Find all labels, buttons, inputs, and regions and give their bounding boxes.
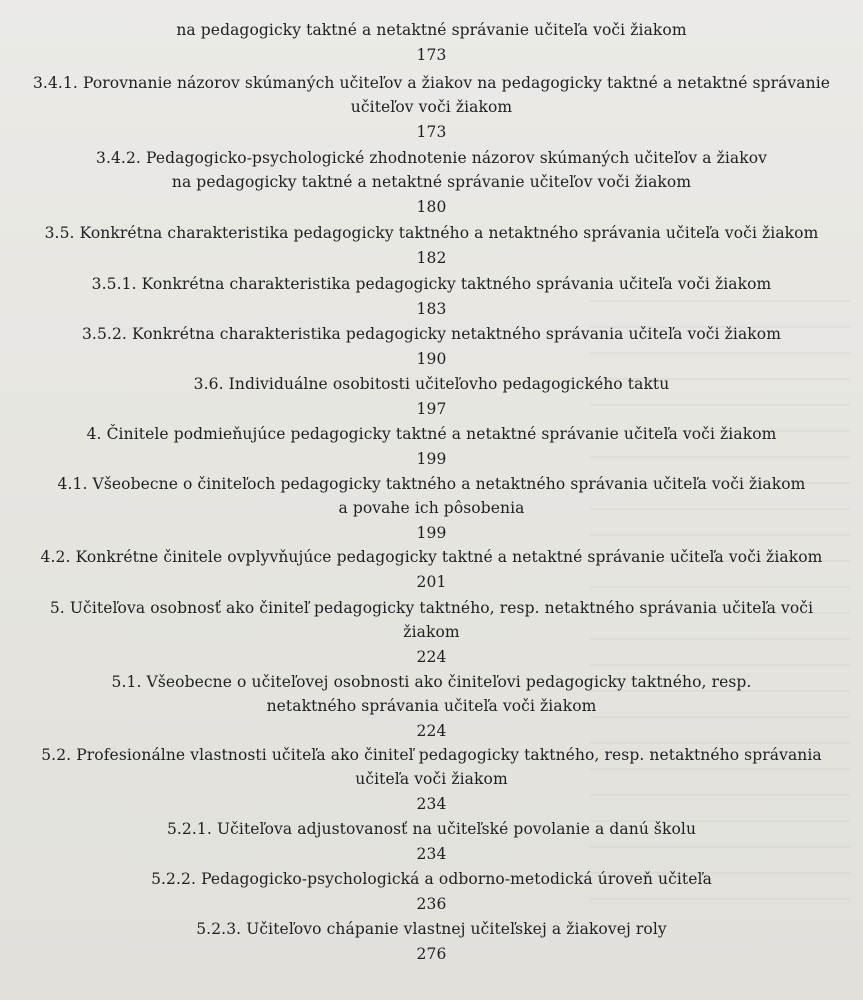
- toc-page-number: 234: [416, 795, 447, 813]
- toc-entry-number: 4.: [86, 425, 102, 443]
- toc-entry-text: Konkrétna charakteristika pedagogicky taktného a netaktného správania učiteľa voči žiakom: [79, 224, 819, 242]
- toc-entry-text: Pedagogicko-psychologické zhodnotenie názorov skúmaných učiteľov a žiakov: [145, 149, 768, 167]
- toc-entry-number: 5.2.2.: [151, 870, 197, 888]
- toc-entry-text-continued: na pedagogicky taktné a netaktné správanie učiteľov voči žiakom: [171, 173, 692, 191]
- toc-entry-number: 3.5.1.: [91, 275, 137, 293]
- toc-page-number: 234: [416, 845, 447, 863]
- toc-page-number: 182: [416, 249, 447, 267]
- toc-entry-number: 5.1.: [111, 673, 142, 691]
- toc-entry-text: Individuálne osobitosti učiteľovho pedagogického taktu: [228, 375, 670, 393]
- toc-entry-text: Učiteľova adjustovanosť na učiteľské povolanie a danú školu: [216, 820, 697, 838]
- toc-entry-title: [8, 372, 855, 396]
- toc-entry-number: 4.1.: [57, 475, 88, 493]
- toc-entry: [8, 372, 855, 421]
- toc-entry: [8, 18, 855, 67]
- toc-entry-title: [8, 817, 855, 841]
- toc-entry-text-continued: a povahe ich pôsobenia: [338, 499, 525, 517]
- toc-entry: [8, 867, 855, 916]
- toc-page-number: 183: [416, 300, 447, 318]
- toc-entry-number: 5.2.: [41, 746, 72, 764]
- toc-entry-title: [8, 71, 855, 119]
- toc-entry: [8, 71, 855, 144]
- toc-entry-text: Profesionálne vlastnosti učiteľa ako činiteľ pedagogicky taktného, resp. netaktného správania: [76, 746, 822, 764]
- toc-entry-title: [8, 422, 855, 446]
- toc-entry: [8, 221, 855, 270]
- toc-entry-text: Konkrétna charakteristika pedagogicky taktného správania učiteľa voči žiakom: [141, 275, 772, 293]
- toc-page-number: 224: [416, 722, 447, 740]
- toc-entry-text: Konkrétne činitele ovplyvňujúce pedagogicky taktné a netaktné správanie učiteľa voči žiakom: [75, 548, 823, 566]
- toc-entry: [8, 545, 855, 594]
- toc-entry-text: Pedagogicko-psychologická a odborno-metodická úroveň učiteľa: [201, 870, 712, 888]
- toc-entry: [8, 472, 855, 545]
- toc-entry: [8, 670, 855, 743]
- toc-entry-title: [8, 917, 855, 941]
- toc-entry-title: [8, 867, 855, 891]
- toc-entry-text: Činitele podmieňujúce pedagogicky taktné a netaktné správanie učiteľa voči žiakom: [106, 425, 777, 443]
- toc-entry-text: Učiteľovo chápanie vlastnej učiteľskej a žiakovej roly: [246, 920, 667, 938]
- toc-page-number: 199: [416, 524, 447, 542]
- toc-page-number: 173: [416, 123, 447, 141]
- toc-entry-text: na pedagogicky taktné a netaktné správanie učiteľa voči žiakom: [176, 21, 687, 39]
- toc-entry: [8, 422, 855, 471]
- toc-entry-text-continued: žiakom: [403, 623, 460, 641]
- toc-entry-title: [8, 472, 855, 520]
- toc-page-number: 180: [416, 198, 447, 216]
- toc-entry-text-continued: učiteľov voči žiakom: [350, 98, 513, 116]
- toc-entry: [8, 817, 855, 866]
- toc-entry: [8, 272, 855, 321]
- toc-entry-text-continued: učiteľa voči žiakom: [355, 770, 508, 788]
- toc-entry-text: Všeobecne o učiteľovej osobnosti ako činiteľovi pedagogicky taktného, resp.: [146, 673, 752, 691]
- toc-entry-number: 5.2.1.: [166, 820, 212, 838]
- toc-page-number: 236: [416, 895, 447, 913]
- toc-entry-title: [8, 596, 855, 644]
- toc-entry-number: 3.5.: [44, 224, 75, 242]
- toc-entry-title: [8, 322, 855, 346]
- toc-entry-number: 3.6.: [193, 375, 224, 393]
- toc-page-number: 173: [416, 46, 447, 64]
- toc-entry: [8, 596, 855, 669]
- toc-entry: [8, 322, 855, 371]
- toc-entry-title: [8, 545, 855, 569]
- toc-entry-title: [8, 670, 855, 718]
- toc-entry-title: [8, 221, 855, 245]
- toc-entry-text: Všeobecne o činiteľoch pedagogicky taktného a netaktného správania učiteľa voči žiakom: [92, 475, 806, 493]
- toc-entry-number: 4.2.: [40, 548, 71, 566]
- toc-entry: [8, 146, 855, 219]
- toc-entry-number: 5.: [49, 599, 65, 617]
- toc-entry: [8, 917, 855, 966]
- toc-entry-title: [8, 18, 855, 42]
- toc-entry-text: Porovnanie názorov skúmaných učiteľov a žiakov na pedagogicky taktné a netaktné správanie: [82, 74, 831, 92]
- toc-entry: [8, 743, 855, 816]
- toc-entry-text: Konkrétna charakteristika pedagogicky netaktného správania učiteľa voči žiakom: [131, 325, 782, 343]
- toc-entry-text: Učiteľova osobnosť ako činiteľ pedagogicky taktného, resp. netaktného správania učiteľa voči: [69, 599, 814, 617]
- toc-entry-text-continued: netaktného správania učiteľa voči žiakom: [266, 697, 597, 715]
- toc-page-number: 201: [416, 573, 447, 591]
- toc-entry-number: 3.4.1.: [32, 74, 78, 92]
- toc-entry-number: 3.4.2.: [95, 149, 141, 167]
- toc-entry-title: [8, 272, 855, 296]
- toc-entry-title: [8, 743, 855, 791]
- toc-page-number: 190: [416, 350, 447, 368]
- toc-entry-number: 5.2.3.: [196, 920, 242, 938]
- toc-page-number: 197: [416, 400, 447, 418]
- toc-page-number: 224: [416, 648, 447, 666]
- toc-entry-number: 3.5.2.: [81, 325, 127, 343]
- toc-entry-title: [8, 146, 855, 194]
- toc-page-number: 276: [416, 945, 447, 963]
- toc-page-number: 199: [416, 450, 447, 468]
